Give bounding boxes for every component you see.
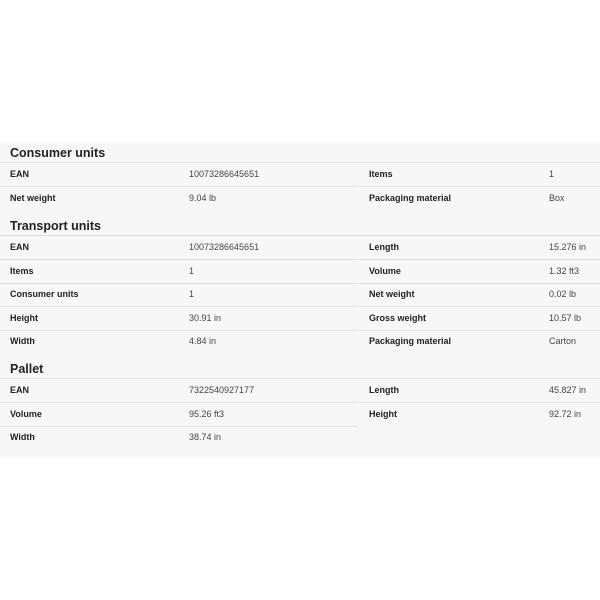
spec-label: Items xyxy=(10,266,34,276)
spec-label: Height xyxy=(369,409,397,419)
spec-value: 7322540927177 xyxy=(189,385,255,395)
spec-value: 4.84 in xyxy=(189,336,217,346)
consumer-units-title: Consumer units xyxy=(10,146,106,160)
spec-value: 10073286645651 xyxy=(189,242,260,252)
spec-row-items xyxy=(359,163,600,187)
spec-row-net-weight xyxy=(0,187,358,210)
spec-row-height xyxy=(0,307,358,331)
spec-row-width xyxy=(0,426,358,449)
spec-row-height xyxy=(359,403,600,426)
spec-label: Consumer units xyxy=(10,289,79,299)
spec-label: EAN xyxy=(10,169,30,179)
spec-label: Volume xyxy=(10,409,42,419)
spec-row-net-weight xyxy=(359,283,600,307)
spec-value: 1.32 ft3 xyxy=(549,266,580,276)
spec-label: Length xyxy=(369,385,399,395)
pallet-title: Pallet xyxy=(10,362,44,376)
spec-label: Width xyxy=(10,336,35,346)
spec-label: Volume xyxy=(369,266,401,276)
spec-row-ean xyxy=(0,236,358,260)
spec-row-consumer-units xyxy=(0,283,358,307)
spec-value: 15.276 in xyxy=(549,242,587,252)
spec-label: Height xyxy=(10,313,38,323)
spec-value: 1 xyxy=(549,169,555,179)
spec-label: Net weight xyxy=(10,193,56,203)
spec-value: 38.74 in xyxy=(189,432,222,442)
spec-label: EAN xyxy=(10,242,30,252)
spec-label: Items xyxy=(369,169,393,179)
transport-units-title: Transport units xyxy=(10,219,101,233)
spec-label: Gross weight xyxy=(369,313,427,323)
spec-row-items xyxy=(0,260,358,284)
spec-row-volume xyxy=(0,403,358,427)
spec-label: Packaging material xyxy=(369,193,452,203)
spec-value: Box xyxy=(549,193,565,203)
spec-row-packaging-material xyxy=(359,330,600,353)
spec-row-length xyxy=(359,379,600,403)
spec-value: 0.02 lb xyxy=(549,289,577,299)
spec-value: 45.827 in xyxy=(549,385,587,395)
spec-value: 1 xyxy=(189,266,195,276)
spec-label: EAN xyxy=(10,385,30,395)
spec-row-volume xyxy=(359,260,600,284)
spec-value: 30.91 in xyxy=(189,313,222,323)
spec-value: 95.26 ft3 xyxy=(189,409,225,419)
spec-label: Width xyxy=(10,432,35,442)
spec-value: 92.72 in xyxy=(549,409,582,419)
spec-row-packaging-material xyxy=(359,187,600,210)
spec-row-gross-weight xyxy=(359,307,600,331)
spec-row-length xyxy=(359,236,600,260)
spec-label: Net weight xyxy=(369,289,415,299)
spec-value: 10073286645651 xyxy=(189,169,260,179)
spec-row-width xyxy=(0,330,358,353)
spec-label: Length xyxy=(369,242,399,252)
spec-row-ean xyxy=(0,379,358,403)
spec-label: Packaging material xyxy=(369,336,452,346)
spec-value: 1 xyxy=(189,289,195,299)
spec-row-ean xyxy=(0,163,358,187)
spec-value: 10.57 lb xyxy=(549,313,582,323)
spec-value: 9.04 lb xyxy=(189,193,217,203)
spec-value: Carton xyxy=(549,336,577,346)
